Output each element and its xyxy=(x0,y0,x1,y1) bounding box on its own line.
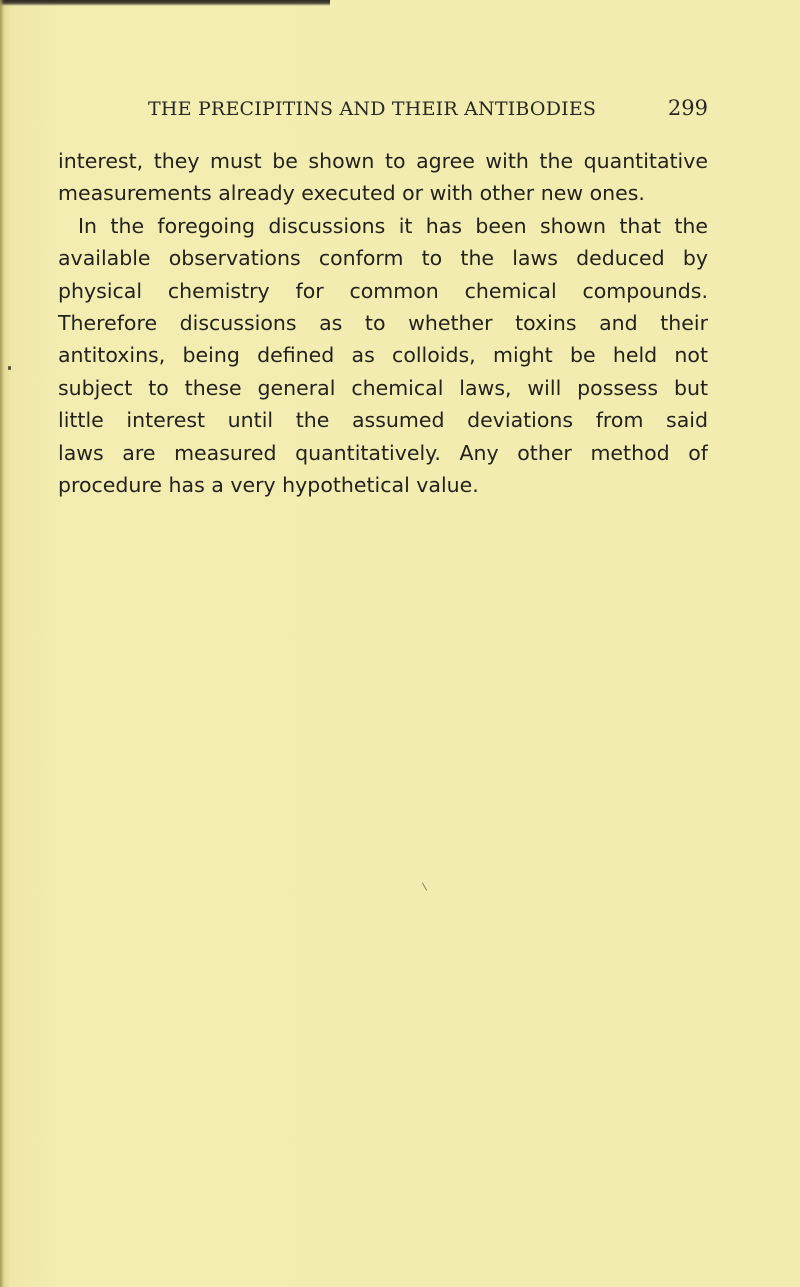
text-line: measurements already executed or with other new ones. xyxy=(58,181,645,206)
text-line: subject to these general chemical laws, will possess but xyxy=(58,375,708,400)
text-line: antitoxins, being defined as colloids, might be held not xyxy=(58,343,708,368)
paper-speck xyxy=(422,882,427,890)
text-line: Therefore discussions as to whether toxins and their xyxy=(58,310,708,335)
text-line: little interest until the assumed deviations from said xyxy=(58,408,708,433)
running-head xyxy=(148,96,708,126)
text-line: procedure has a very hypothetical value. xyxy=(58,472,479,497)
running-head-title: THE PRECIPITINS AND THEIR ANTIBODIES xyxy=(148,98,597,120)
page-number: 299 xyxy=(667,96,708,120)
text-line: interest, they must be shown to agree with the quantitative xyxy=(58,149,708,173)
page-top-shadow xyxy=(0,0,330,6)
body-paragraphs xyxy=(58,145,708,501)
page-gutter-shadow xyxy=(0,0,4,1287)
text-line: In the foregoing discussions it has been shown that the xyxy=(78,213,708,238)
text-line: physical chemistry for common chemical compounds. xyxy=(58,278,708,303)
paper-speck xyxy=(8,366,11,370)
text-line: laws are measured quantitatively. Any other method of xyxy=(58,440,708,465)
text-line: available observations conform to the laws deduced by xyxy=(58,246,708,271)
